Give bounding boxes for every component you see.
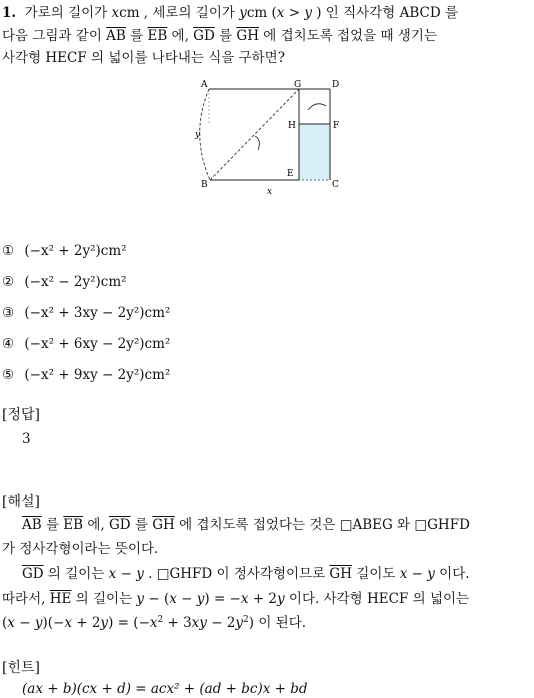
choice-2[interactable] xyxy=(2,273,127,291)
choice-1[interactable] xyxy=(2,242,127,260)
choice-expr: (−x² + 6xy − 2y²)cm² xyxy=(24,336,171,352)
explanation-line-5: $(x - y)(-x + 2y) = (-x^2 + 3xy - 2y^2)$ 이 된다. xyxy=(2,615,307,631)
problem-line-3: 사각형 HECF 의 넓이를 나타내는 식을 구하면? xyxy=(2,50,285,66)
problem-line-1 xyxy=(2,4,458,22)
choice-3[interactable] xyxy=(2,304,170,322)
label-f: F xyxy=(333,121,340,131)
hint-formula: (ax + b)(cx + d) = acx² + (ad + bc)x + bd xyxy=(22,681,308,697)
explanation-line-2: 가 정사각형이라는 뜻이다. xyxy=(2,541,159,557)
label-g: G xyxy=(294,80,302,90)
hint-header: [힌트] xyxy=(2,660,40,676)
choice-expr: (−x² + 3xy − 2y²)cm² xyxy=(24,305,171,321)
label-b: B xyxy=(201,180,208,190)
explanation-header: [해설] xyxy=(2,494,40,510)
label-e: E xyxy=(287,169,294,179)
label-x: x xyxy=(267,187,273,197)
choice-5[interactable] xyxy=(2,366,170,384)
answer-header: [정답] xyxy=(2,407,40,423)
choice-mark: ④ xyxy=(2,336,15,352)
answer-value: 3 xyxy=(22,431,31,447)
shaded-rect-hecf xyxy=(299,124,330,180)
choice-mark: ① xyxy=(2,243,15,259)
choice-4[interactable] xyxy=(2,335,170,353)
choice-mark: ③ xyxy=(2,305,15,321)
fold-arc-mark xyxy=(255,136,259,150)
problem-text-1: 가로의 길이가 xcm , 세로의 길이가 ycm (x > y ) 인 직사각형 ABCD 를 xyxy=(20,5,458,21)
choice-mark: ⑤ xyxy=(2,367,15,383)
explanation-line-1: $\overline{AB}$ 를 $\overline{EB}$ 에, $\overline{GD}$ 를 $\overline{GH}$ 에 겹치도록 접었다는 것은 □ABEG 와 □GHFD xyxy=(22,517,470,533)
fold-arc-ab xyxy=(200,89,210,180)
choice-mark: ② xyxy=(2,274,15,290)
explanation-line-4: 따라서, $\overline{HE}$ 의 길이는 y − (x − y) = −x + 2y 이다. 사각형 HECF 의 넓이는 xyxy=(2,591,470,607)
label-a: A xyxy=(201,80,208,90)
label-h: H xyxy=(288,121,296,131)
fold-line-bg xyxy=(210,89,299,180)
choice-expr: (−x² + 9xy − 2y²)cm² xyxy=(24,367,171,383)
fold-arc-gd xyxy=(308,104,326,110)
label-y: y xyxy=(195,130,201,140)
problem-number: 1. xyxy=(2,5,17,21)
label-c: C xyxy=(332,180,339,190)
choice-expr: (−x² + 2y²)cm² xyxy=(24,243,127,259)
choice-expr: (−x² − 2y²)cm² xyxy=(24,274,127,290)
problem-line-2: 다음 그림과 같이 $\overline{AB}$ 를 $\overline{EB}$ 에, $\overline{GD}$ 를 $\overline{GH}$ 에 겹치도록 접었을 때 생기는 xyxy=(2,28,437,44)
label-d: D xyxy=(332,80,340,90)
explanation-line-3: $\overline{GD}$ 의 길이는 x − y . □GHFD 이 정사각형이므로 $\overline{GH}$ 길이도 x − y 이다. xyxy=(22,566,470,582)
